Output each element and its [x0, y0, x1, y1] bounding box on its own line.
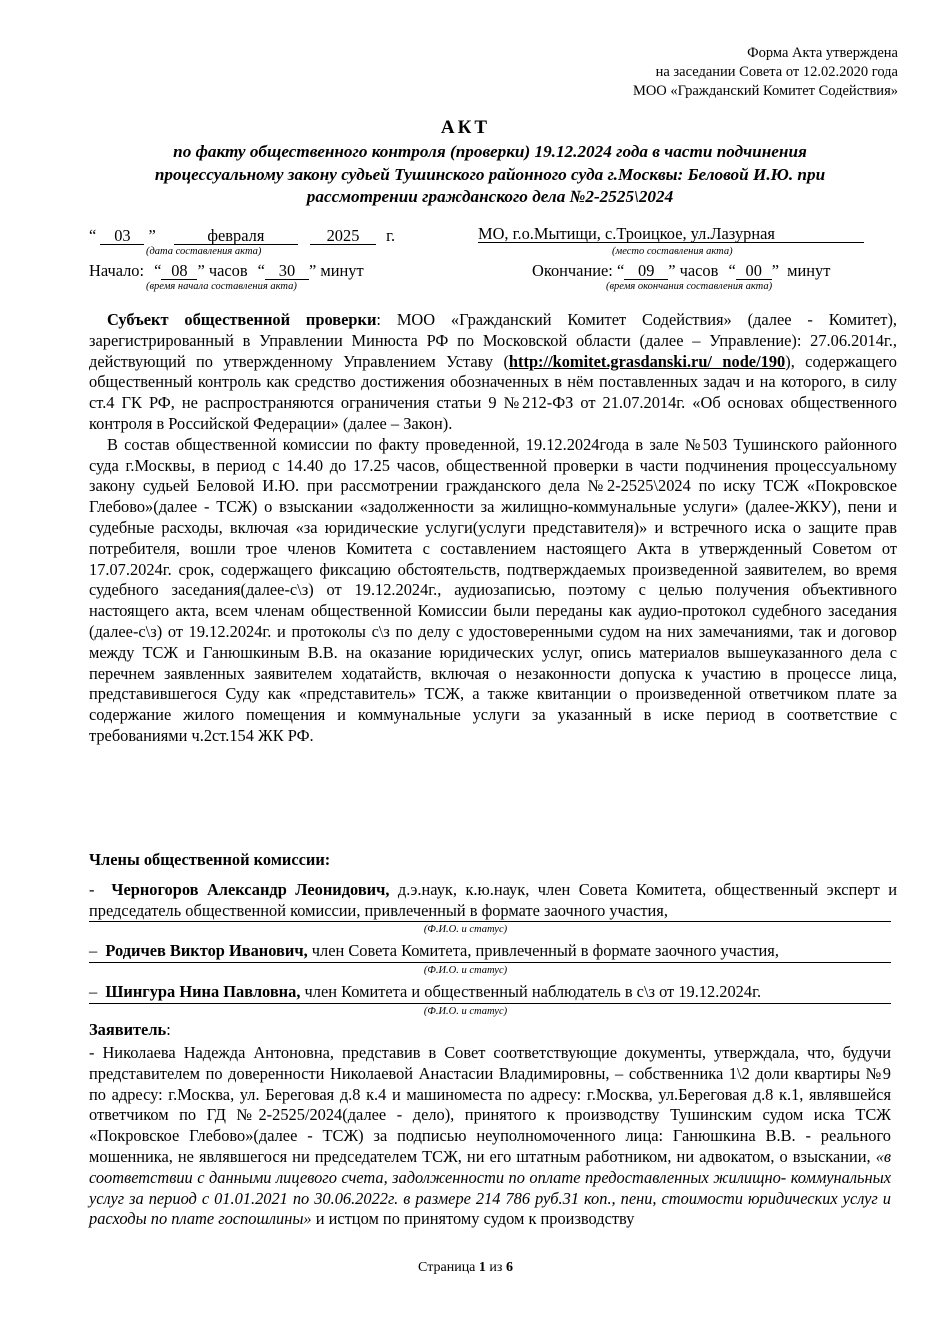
divider: [89, 921, 891, 922]
subject-paragraph: [89, 310, 897, 435]
start-minute: 30: [265, 263, 309, 280]
year-suffix: г.: [386, 226, 396, 245]
date-year: 2025: [310, 228, 376, 245]
status-caption: (Ф.И.О. и статус): [423, 965, 508, 976]
applicant-colon: :: [166, 1020, 171, 1039]
member-dash: -: [89, 880, 95, 899]
approval-note: [633, 44, 898, 101]
close-quote: ”: [148, 226, 156, 245]
subject-text-cont: ), содержащего общественный контроль как средство достижения обозначенных в нём поставленных задач и на которого, в силу ст.4 ГК РФ, не распространяются ограничения статьи 9 №212-ФЗ от 21.07.2014г. «Об основах общественного контроля в Российской Федерации» (далее – Закон).: [89, 351, 897, 433]
document-title: АКТ: [440, 117, 491, 138]
claim-quote: «в соответствии с данными лицевого счета, задолженности по оплате предоставленных жилищно- коммунальных услуг за период с 01.01.2021 по 30.06.2022г. в размере 214 786 руб.31 коп., пени, стоимости юридических услуг и расходы по плате госпошлины»: [89, 1146, 891, 1229]
date-day: 03: [100, 228, 144, 245]
applicant-text: - Николаева Надежда Антоновна, представив в Совет соответствующие документы, утверждала, что, будучи представителем по доверенности Николаевой Анастасии Владимировны, – собственника 1\2 доли квартиры №9 по адресу: г.Москва, ул. Береговая д.8 к.4 и машиноместа по адресу: г.Москва, ул.Береговая д.8 к.1, являвшейся ответчиком по ГД №2-2525/2024(далее - дело), принятого к производству Тушинским судом иска ТСЖ «Покровское Глебово»(далее - ТСЖ) за подписью неуполномоченного лица: Ганюшкина В.В. - реального мошенника, не являвшегося ни председателем ТСЖ, ни его штатным работником, ни адвокатом, о взыскании,: [89, 1043, 891, 1166]
member-dash: –: [89, 941, 98, 960]
member-dash: –: [89, 982, 98, 1001]
subject-text: : МОО «Гражданский Комитет Содействия» (далее - Комитет), зарегистрированный в Управлении Минюста РФ по Московской области (далее – Управление): 27.06.2014г., действующий по утвержденному Управлением Уставу (: [89, 310, 897, 371]
commission-paragraph: В состав общественной комиссии по факту проведенной, 19.12.2024года в зале №503 Тушинского районного суда г.Москвы, в период с 14.40 до 17.25 часов, общественной проверки в части подчинения процессуальному закону судьей Беловой И.Ю. при рассмотрении гражданского дела №2-2525\2024 по иску ТСЖ «Покровское Глебово»(далее - ТСЖ) о взыскании «задолженности за жилищно-коммунальные услуги» (далее-ЖКУ), пени и судебные расходы, включая «за юридические услуги(услуги представителя)» и встречного иска о защите прав потребителя, вошли трое членов Комитета с составлением настоящего Акта в утвержденный Советом от 17.07.2024г. срок, содержащего фиксацию обстоятельств, подтверждаемых произведенной заявителем, во время судебного заседания(далее-с\з) от 19.12.2024г., аудиозаписью, поэтому с целью получения объективного настоящего акта, всем членам общественной Комиссии были переданы как аудио-протокол судебного заседания (далее-с\з) от 19.12.2024г. и протоколы с\з по делу с удостоверенными судом на них замечаниями, так и договор между ТСЖ и Ганюшкиным В.В. на оказание юридических услуг, опись материалов вышеуказанного дела с перечнем заявленных заявителем ходатайств, включая о незаконности допуска к участию в процессе лица, представившегося Суду как «представитель» ТСЖ, а также квитанции о произведенной ответчиком плате за содержание жилого помещения и коммунальные услуги за указанный в иске период в соответствие с требованиями ч.2ст.154 ЖК РФ.: [89, 434, 897, 745]
charter-link[interactable]: http://komitet.grasdanski.ru/ node/190: [508, 351, 786, 371]
end-label: Окончание:: [532, 261, 613, 280]
body-text: [89, 310, 897, 747]
hours-word: часов: [208, 261, 248, 280]
end-hour: 09: [624, 263, 668, 280]
member-status: член Комитета и общественный наблюдатель в с\з от 19.12.2024г.: [300, 982, 762, 1001]
minutes-word: минут: [787, 261, 831, 280]
member-3: [89, 982, 897, 1003]
page-total: 6: [505, 1260, 513, 1275]
member-status: д.э.наук, к.ю.наук, член Совета Комитета, общественный эксперт и председатель общественной комиссии, привлеченный в формате заочного участия,: [89, 880, 897, 920]
start-caption: (время начала составления акта): [146, 281, 297, 292]
subject-lead: Субъект общественной проверки: [107, 310, 377, 329]
start-time-row: Начало: “ 08 ” часов “ 30 ” минут: [89, 261, 364, 280]
document-subtitle: по факту общественного контроля (проверки) 19.12.2024 года в части подчинения процессуальному закону судьей Тушинского районного суда г.Москвы: Беловой И.Ю. при рассмотрении гражданского дела №2-2525\2024: [154, 142, 826, 206]
date-month: февраля: [174, 228, 298, 245]
applicant-text-cont: и истцом по принятому судом к производству: [311, 1209, 635, 1229]
applicant-label-text: Заявитель: [89, 1020, 167, 1039]
end-minute: 00: [736, 263, 772, 280]
minutes-word: минут: [320, 261, 364, 280]
page-footer: [0, 1260, 931, 1276]
end-time-row: Окончание: “ 09 ” часов “ 00 ” минут: [532, 261, 831, 280]
member-name: Черногоров Александр Леонидович,: [111, 880, 390, 899]
approval-line: Форма Акта утверждена: [747, 45, 898, 61]
place-of-act: [478, 224, 864, 244]
place-caption: (место составления акта): [612, 246, 733, 257]
member-status: член Совета Комитета, привлеченный в формате заочного участия,: [307, 941, 779, 960]
page-number: 1: [478, 1260, 486, 1275]
divider: [89, 1003, 891, 1004]
page-word: Страница: [418, 1260, 476, 1275]
approval-line: МОО «Гражданский Комитет Содействия»: [632, 83, 898, 99]
start-hour: 08: [161, 263, 197, 280]
hours-word: часов: [679, 261, 719, 280]
divider: [89, 962, 891, 963]
applicant-label: [89, 1020, 171, 1040]
member-1: [89, 880, 897, 922]
date-caption: (дата составления акта): [146, 246, 262, 257]
start-label: Начало:: [89, 261, 145, 280]
applicant-paragraph: [89, 1043, 891, 1230]
status-caption: (Ф.И.О. и статус): [423, 1006, 508, 1017]
member-name: Родичев Виктор Иванович,: [105, 941, 308, 960]
approval-line: на заседании Совета от 12.02.2020 года: [655, 64, 898, 80]
of-word: из: [489, 1260, 503, 1275]
members-title: Члены общественной комиссии:: [89, 850, 331, 869]
member-2: [89, 941, 897, 962]
status-caption: (Ф.И.О. и статус): [423, 924, 508, 935]
place-value: МО, г.о.Мытищи, с.Троицкое, ул.Лазурная: [478, 226, 864, 243]
date-row: [89, 226, 395, 246]
open-quote: “: [89, 226, 97, 245]
member-name: Шингура Нина Павловна,: [105, 982, 301, 1001]
end-caption: (время окончания составления акта): [606, 281, 773, 292]
